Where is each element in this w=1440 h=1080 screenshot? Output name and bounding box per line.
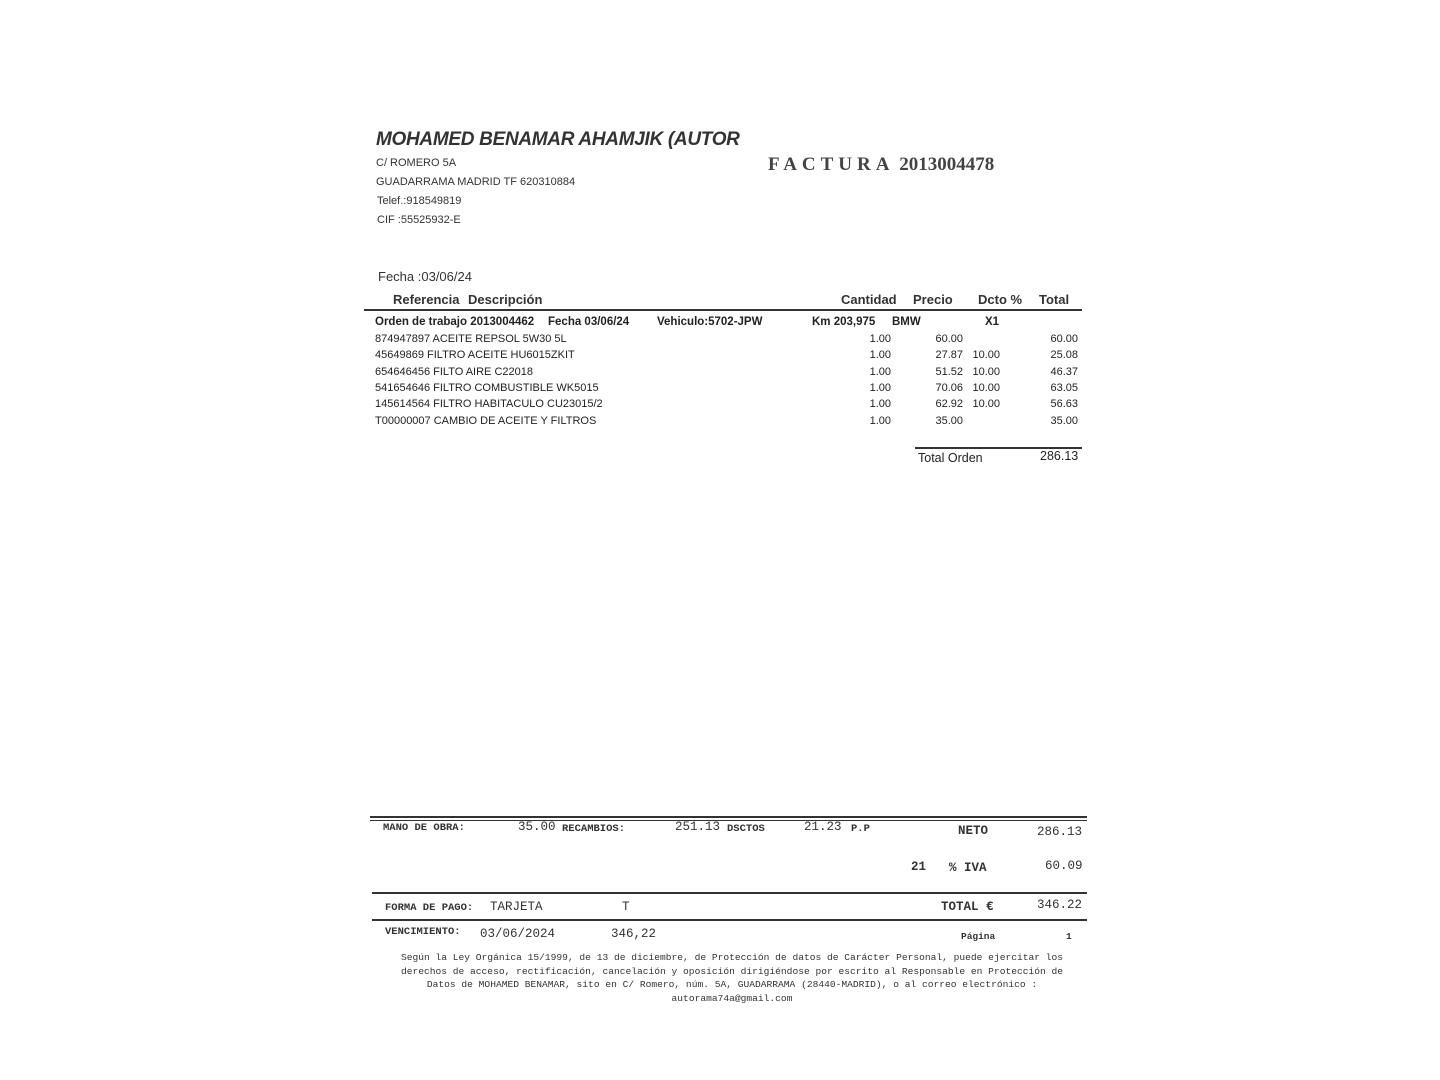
payment-method: TARJETA: [490, 900, 543, 914]
due-date: 03/06/2024: [480, 927, 556, 941]
table-row: [0, 366, 1440, 382]
line-price: 35.00: [935, 415, 963, 427]
line-description: 145614564 FILTRO HABITACULO CU23015/2: [375, 398, 603, 410]
column-total: Total: [1039, 292, 1070, 307]
line-description: 874947897 ACEITE REPSOL 5W30 5L: [375, 333, 567, 345]
order-date: Fecha 03/06/24: [548, 316, 630, 328]
vat-value: 60.09: [1045, 859, 1083, 873]
parts-value: 251.13: [675, 820, 721, 834]
line-discount: 10.00: [972, 382, 1000, 394]
table-row: [0, 398, 1440, 414]
discounts-label: DSCTOS: [727, 823, 765, 835]
line-price: 62.92: [935, 398, 963, 410]
column-price: Precio: [913, 292, 953, 307]
discounts-value: 21.23: [804, 820, 842, 834]
line-discount: 10.00: [972, 366, 1000, 378]
payment-top-divider: [372, 892, 1087, 894]
line-quantity: 1.00: [869, 349, 891, 361]
line-total: 46.37: [1050, 366, 1078, 378]
line-total: 60.00: [1050, 333, 1078, 345]
order-model: X1: [985, 316, 1000, 328]
header-divider: [364, 309, 1082, 311]
line-quantity: 1.00: [869, 382, 891, 394]
table-row: [0, 349, 1440, 365]
company-name: MOHAMED BENAMAR AHAMJIK (AUTOR: [376, 129, 740, 150]
line-price: 60.00: [935, 333, 963, 345]
order-title: Orden de trabajo 2013004462: [375, 316, 535, 328]
legal-line: Según la Ley Orgánica 15/1999, de 13 de diciembre, de Protección de datos de Carácter Personal, puede ejercitar los: [400, 952, 1064, 963]
pp-label: P.P: [851, 823, 870, 835]
company-address: C/ ROMERO 5A: [376, 157, 457, 169]
summary-top-divider: [370, 816, 1087, 818]
line-discount: 10.00: [972, 398, 1000, 410]
vat-rate: 21: [911, 860, 927, 874]
line-price: 27.87: [935, 349, 963, 361]
order-km: Km 203,975: [812, 316, 876, 328]
payment-bottom-divider: [372, 919, 1087, 921]
total-orden-label: Total Orden: [918, 451, 983, 465]
company-city: GUADARRAMA MADRID TF 620310884: [376, 176, 576, 188]
total-label: TOTAL €: [941, 900, 994, 914]
table-row: [0, 382, 1440, 398]
net-value: 286.13: [1037, 825, 1083, 839]
invoice-label: FACTURA: [768, 154, 895, 175]
company-cif: CIF :55525932-E: [377, 214, 461, 226]
line-total: 25.08: [1050, 349, 1078, 361]
legal-notice: [372, 951, 1092, 1005]
order-make: BMW: [892, 316, 921, 328]
invoice-number: 2013004478: [899, 154, 995, 175]
line-description: 654646456 FILTO AIRE C22018: [375, 366, 533, 378]
column-reference: Referencia: [393, 292, 460, 307]
column-quantity: Cantidad: [841, 292, 897, 307]
line-description: 541654646 FILTRO COMBUSTIBLE WK5015: [375, 382, 599, 394]
table-row: [0, 415, 1440, 431]
due-amount: 346,22: [611, 927, 657, 941]
payment-code: T: [622, 900, 630, 914]
legal-line: Datos de MOHAMED BENAMAR, sito en C/ Romero, núm. 5A, GUADARRAMA (28440-MADRID), o al correo electrónico :: [426, 979, 1038, 991]
company-phone: Telef.:918549819: [377, 195, 462, 207]
line-price: 51.52: [935, 366, 963, 378]
line-description: T00000007 CAMBIO DE ACEITE Y FILTROS: [375, 415, 597, 427]
due-label: VENCIMIENTO:: [385, 926, 461, 938]
line-description: 45649869 FILTRO ACEITE HU6015ZKIT: [375, 349, 575, 361]
parts-label: RECAMBIOS:: [562, 823, 626, 835]
net-label: NETO: [958, 824, 989, 838]
labor-label: MANO DE OBRA:: [383, 822, 465, 834]
page-number: 1: [1066, 931, 1072, 942]
line-quantity: 1.00: [869, 333, 891, 345]
column-description: Descripción: [468, 292, 543, 307]
legal-line: derechos de acceso, rectificación, cancelación y oposición dirigiéndose por escrito al Responsable en Protección de: [400, 965, 1064, 977]
labor-value: 35.00: [518, 820, 556, 834]
line-discount: 10.00: [972, 349, 1000, 361]
page-label: Página: [961, 931, 996, 942]
line-total: 63.05: [1050, 382, 1078, 394]
line-quantity: 1.00: [869, 398, 891, 410]
summary-top-divider-thin: [370, 820, 1087, 821]
total-value: 346.22: [1037, 898, 1083, 912]
vat-label: % IVA: [949, 861, 987, 875]
invoice-date: Fecha :03/06/24: [378, 269, 472, 284]
column-discount: Dcto %: [978, 292, 1023, 307]
line-quantity: 1.00: [869, 366, 891, 378]
invoice-title: [768, 154, 994, 176]
order-vehicle: Vehiculo:5702-JPW: [657, 316, 763, 328]
legal-email: autorama74a@gmail.com: [671, 992, 793, 1004]
line-total: 35.00: [1050, 415, 1078, 427]
payment-label: FORMA DE PAGO:: [385, 902, 474, 914]
table-row: [0, 333, 1440, 349]
line-total: 56.63: [1050, 398, 1078, 410]
line-quantity: 1.00: [869, 415, 891, 427]
line-price: 70.06: [935, 382, 963, 394]
total-orden-value: 286.13: [1040, 449, 1079, 463]
